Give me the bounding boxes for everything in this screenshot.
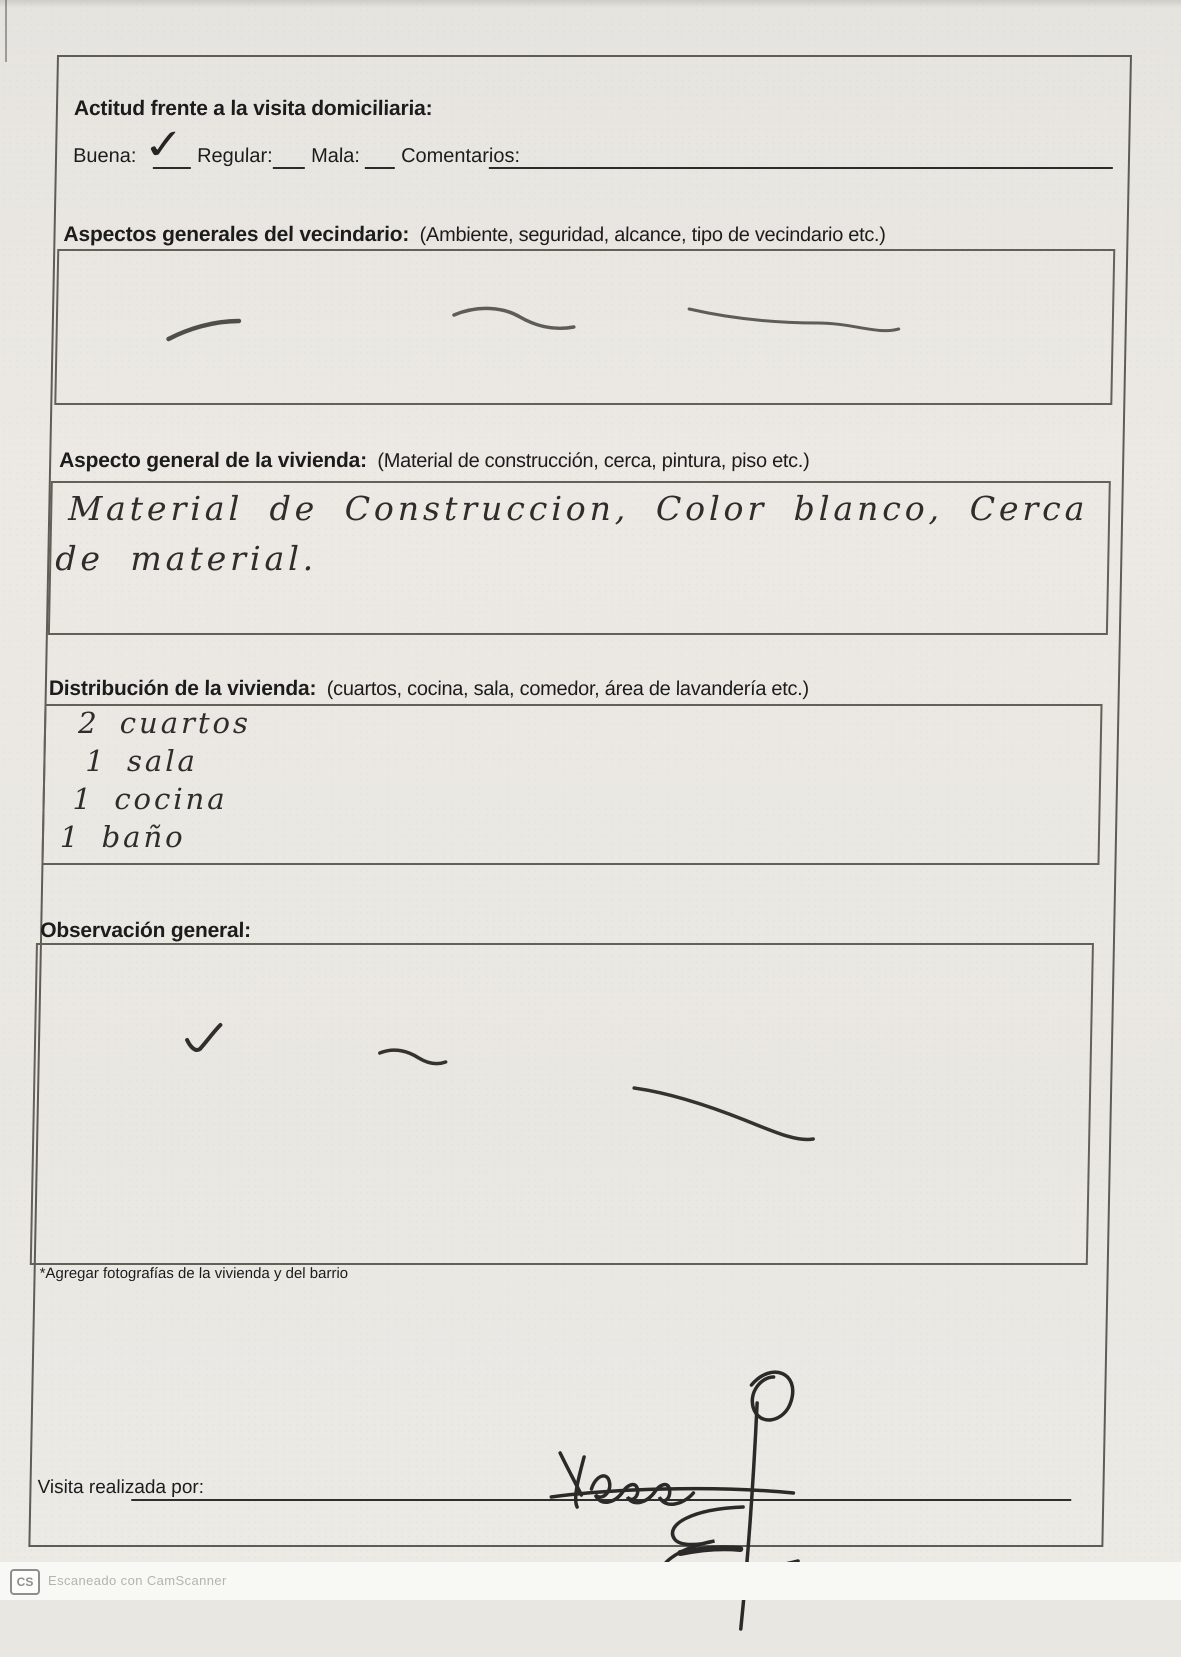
comentarios-label: Comentarios:: [400, 145, 521, 167]
paper-edge-line: [5, 0, 7, 62]
vivienda-handwriting-line1: Material de Construccion, Color blanco, Cerca: [67, 489, 1089, 528]
vecindario-hint: (Ambiente, seguridad, alcance, tipo de vecindario etc.): [419, 224, 886, 246]
vivienda-heading-row: [59, 449, 810, 473]
vivienda-handwriting-line2: de material.: [54, 539, 318, 578]
camscanner-watermark-text: Escaneado con CamScanner: [48, 1573, 227, 1588]
camscanner-logo-icon: CS: [10, 1569, 40, 1595]
distribucion-heading: Distribución de la vivienda:: [48, 677, 317, 700]
visita-label: Visita realizada por:: [37, 1477, 205, 1498]
mala-label: Mala:: [310, 145, 361, 167]
photos-footnote: *Agregar fotografías de la vivienda y del barrio: [39, 1265, 349, 1282]
observacion-box: [30, 943, 1094, 1265]
distribucion-handwriting-line4: 1 baño: [59, 820, 186, 854]
attitude-options-row: [72, 120, 1120, 175]
camscanner-strip: [0, 1562, 1181, 1600]
distribucion-handwriting-line2: 1 sala: [85, 744, 199, 778]
regular-label: Regular:: [196, 145, 273, 167]
vecindario-heading: Aspectos generales del vecindario:: [63, 223, 410, 246]
vivienda-heading: Aspecto general de la vivienda:: [58, 449, 368, 472]
regular-blank: [273, 147, 305, 169]
buena-checkmark-icon: ✓: [141, 120, 187, 170]
observacion-heading: Observación general:: [39, 919, 252, 942]
buena-label: Buena:: [72, 145, 137, 167]
mala-blank: [365, 147, 395, 169]
distribucion-hint: (cuartos, cocina, sala, comedor, área de lavandería etc.): [326, 678, 810, 700]
distribucion-box: [41, 704, 1102, 865]
buena-blank: [141, 120, 191, 170]
distribucion-handwriting-line3: 1 cocina: [72, 782, 228, 816]
form-sheet: [28, 55, 1132, 1547]
observacion-ink-strokes: [32, 945, 1092, 1263]
vecindario-ink-strokes: [56, 251, 1113, 403]
distribucion-handwriting-line1: 2 cuartos: [77, 706, 252, 740]
comentarios-blank: [489, 147, 1113, 169]
photo-edge-shadow: [0, 0, 1181, 8]
distribucion-heading-row: [49, 677, 809, 701]
vivienda-hint: (Material de construcción, cerca, pintura, piso etc.): [377, 450, 810, 472]
vecindario-heading-row: [63, 223, 886, 247]
vivienda-box: [48, 481, 1111, 635]
vecindario-box: [54, 249, 1115, 405]
signature: [528, 1357, 834, 1657]
attitude-heading: Actitud frente a la visita domiciliaria:: [73, 97, 433, 120]
